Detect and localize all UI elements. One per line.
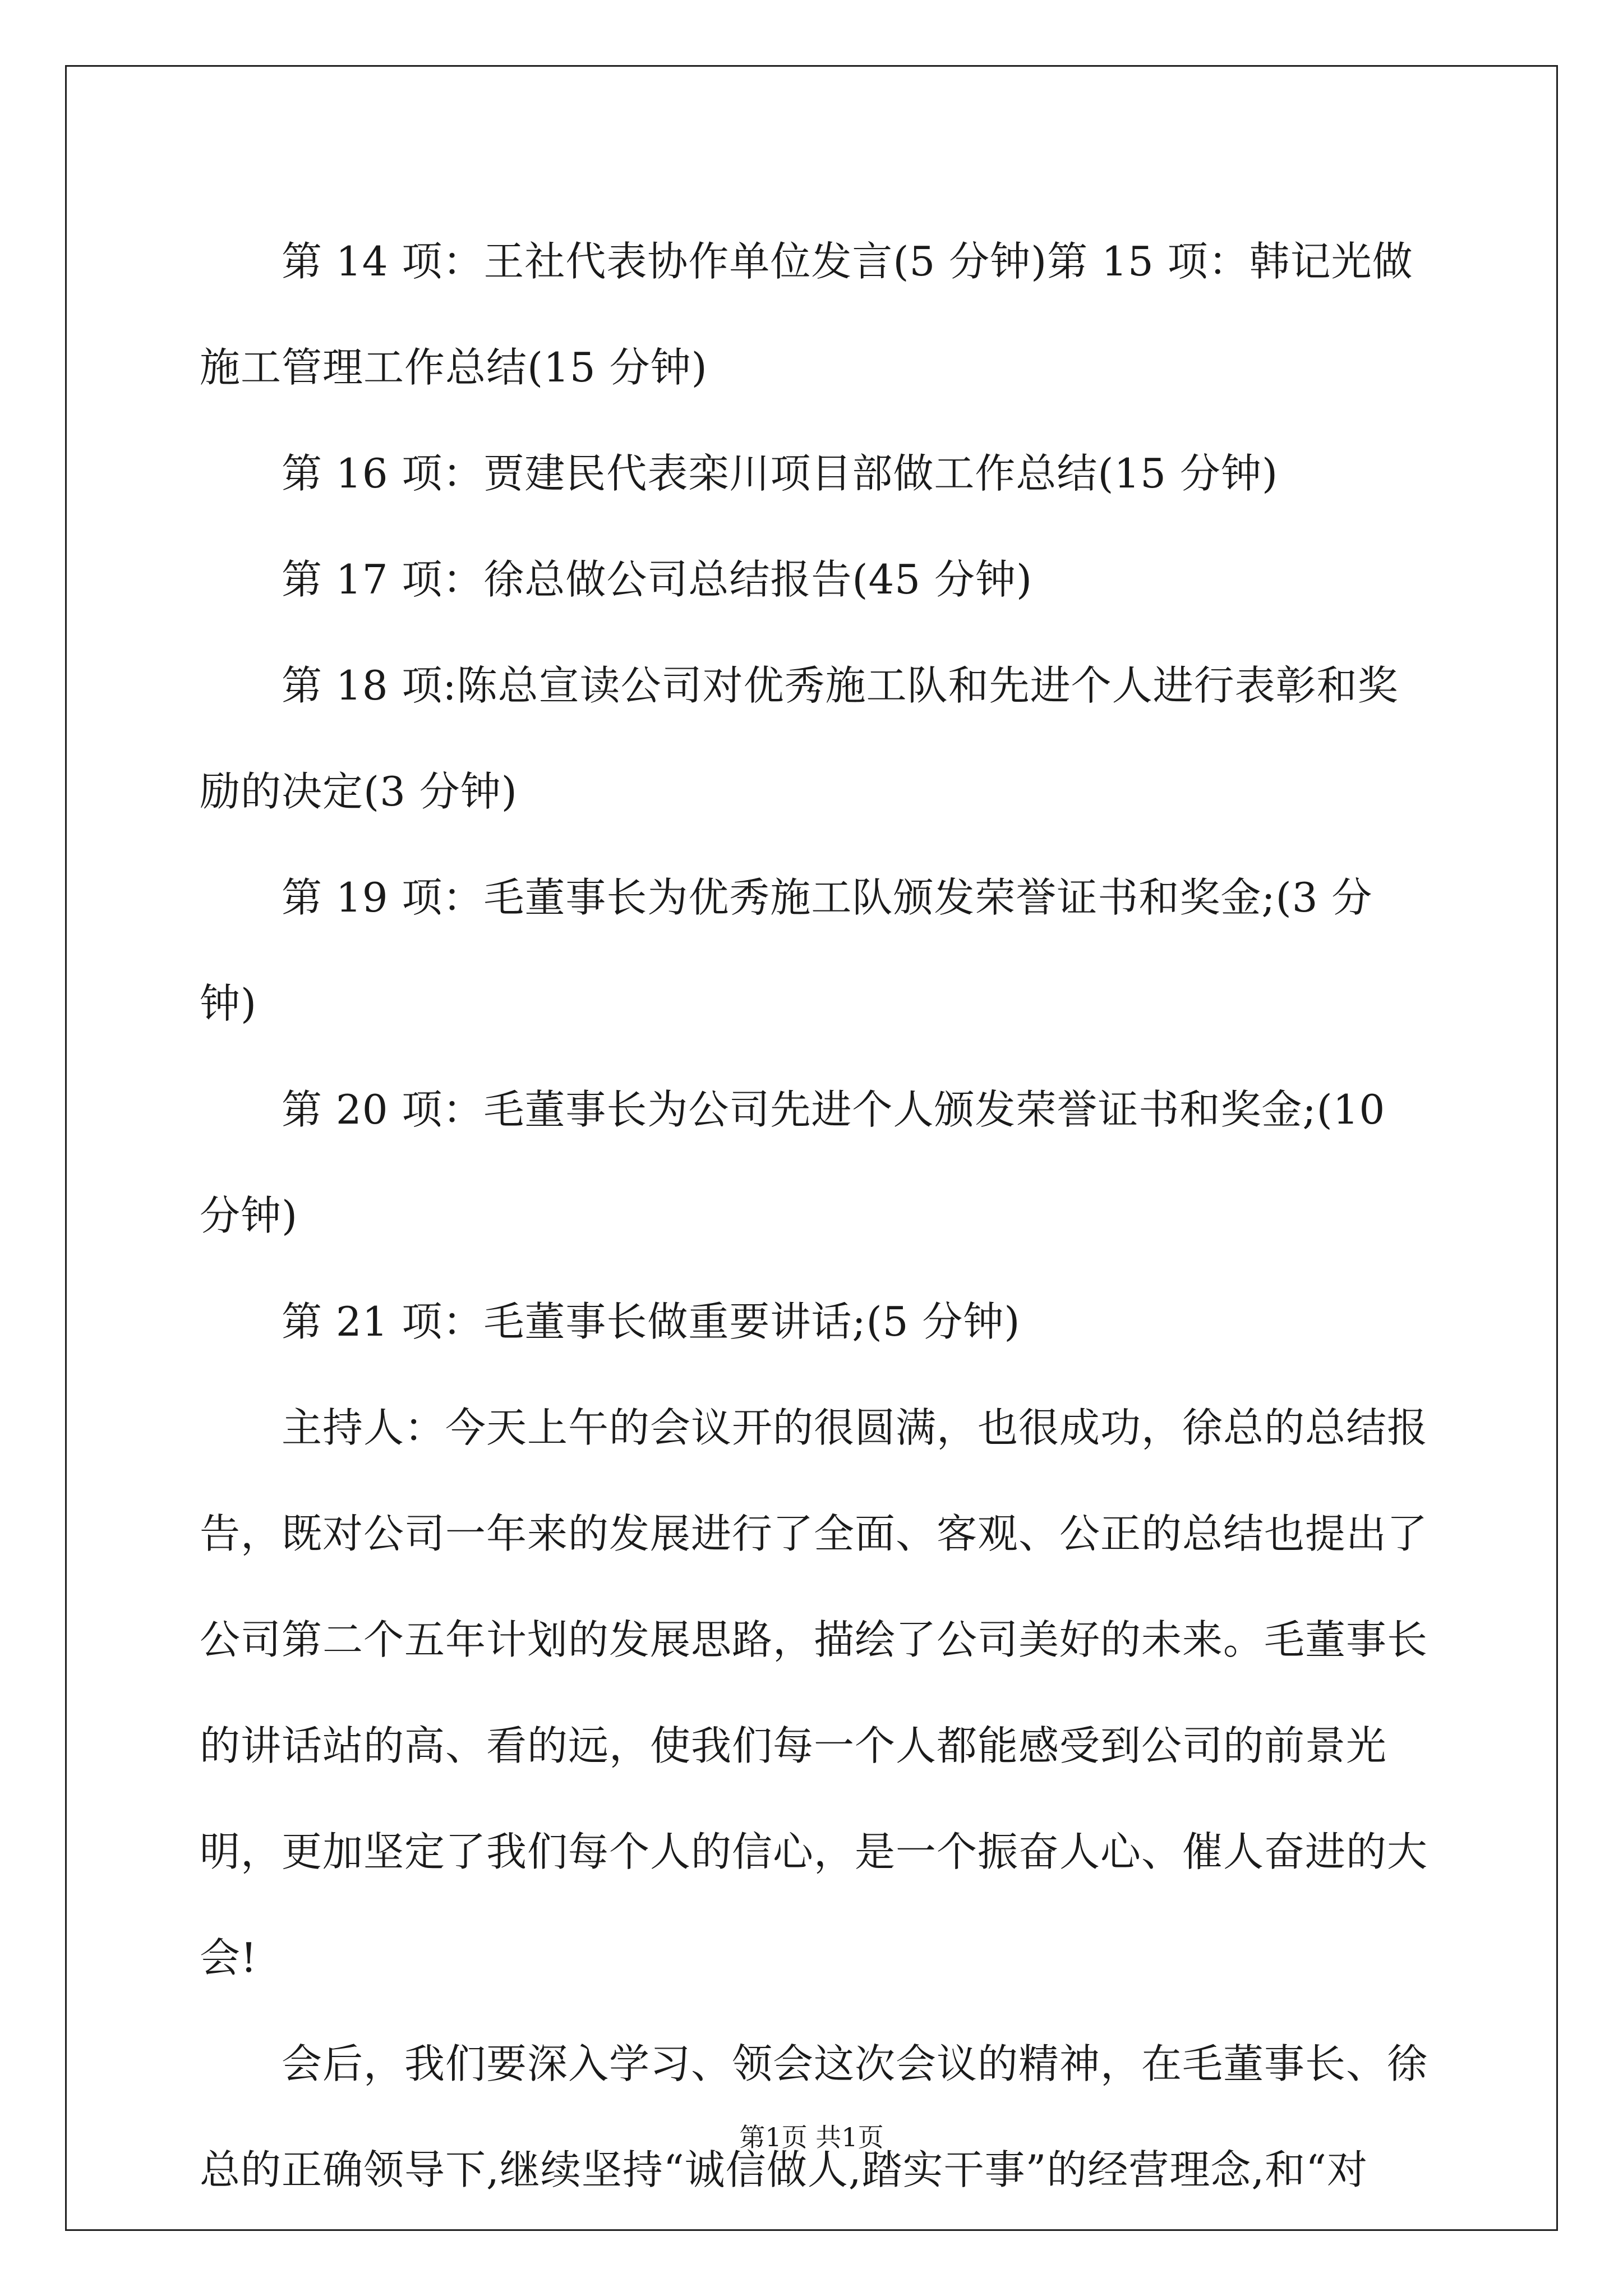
paragraph-item-21: 第 21 项：毛董事长做重要讲话;(5 分钟) xyxy=(282,1298,1021,1345)
paragraph-item-18: 第 18 项:陈总宣读公司对优秀施工队和先进个人进行表彰和奖励的决定(3 分钟) xyxy=(200,662,1399,815)
paragraph-after-meeting: 会后，我们要深入学习、领会这次会议的精神，在毛董事长、徐总的正确领导下,继续坚持“诚信做人,踏实干事”的经营理念,和“对 xyxy=(200,2040,1428,2193)
document-body xyxy=(200,209,1428,2223)
paragraph-item-17: 第 17 项：徐总做公司总结报告(45 分钟) xyxy=(282,556,1033,603)
paragraph-item-20: 第 20 项：毛董事长为公司先进个人颁发荣誉证书和奖金;(10 分钟) xyxy=(200,1086,1399,1239)
paragraph-item-19: 第 19 项：毛董事长为优秀施工队颁发荣誉证书和奖金;(3 分钟) xyxy=(200,874,1373,1027)
page-footer: 第1页 共1页 xyxy=(739,2122,884,2152)
paragraph-host-remarks: 主持人：今天上午的会议开的很圆满，也很成功，徐总的总结报告，既对公司一年来的发展进行了全面、客观、公正的总结也提出了公司第二个五年计划的发展思路，描绘了公司美好的未来。毛董事长的讲话站的高、看的远，使我们每一个人都能感受到公司的前景光明，更加坚定了我们每个人的信心，是一个振奋人心、催人奋进的大会! xyxy=(200,1404,1428,1981)
paragraph-item-16: 第 16 项：贾建民代表栾川项目部做工作总结(15 分钟) xyxy=(282,450,1279,497)
paragraph-item-14-15: 第 14 项：王社代表协作单位发言(5 分钟)第 15 项：韩记光做施工管理工作总结(15 分钟) xyxy=(200,238,1413,391)
